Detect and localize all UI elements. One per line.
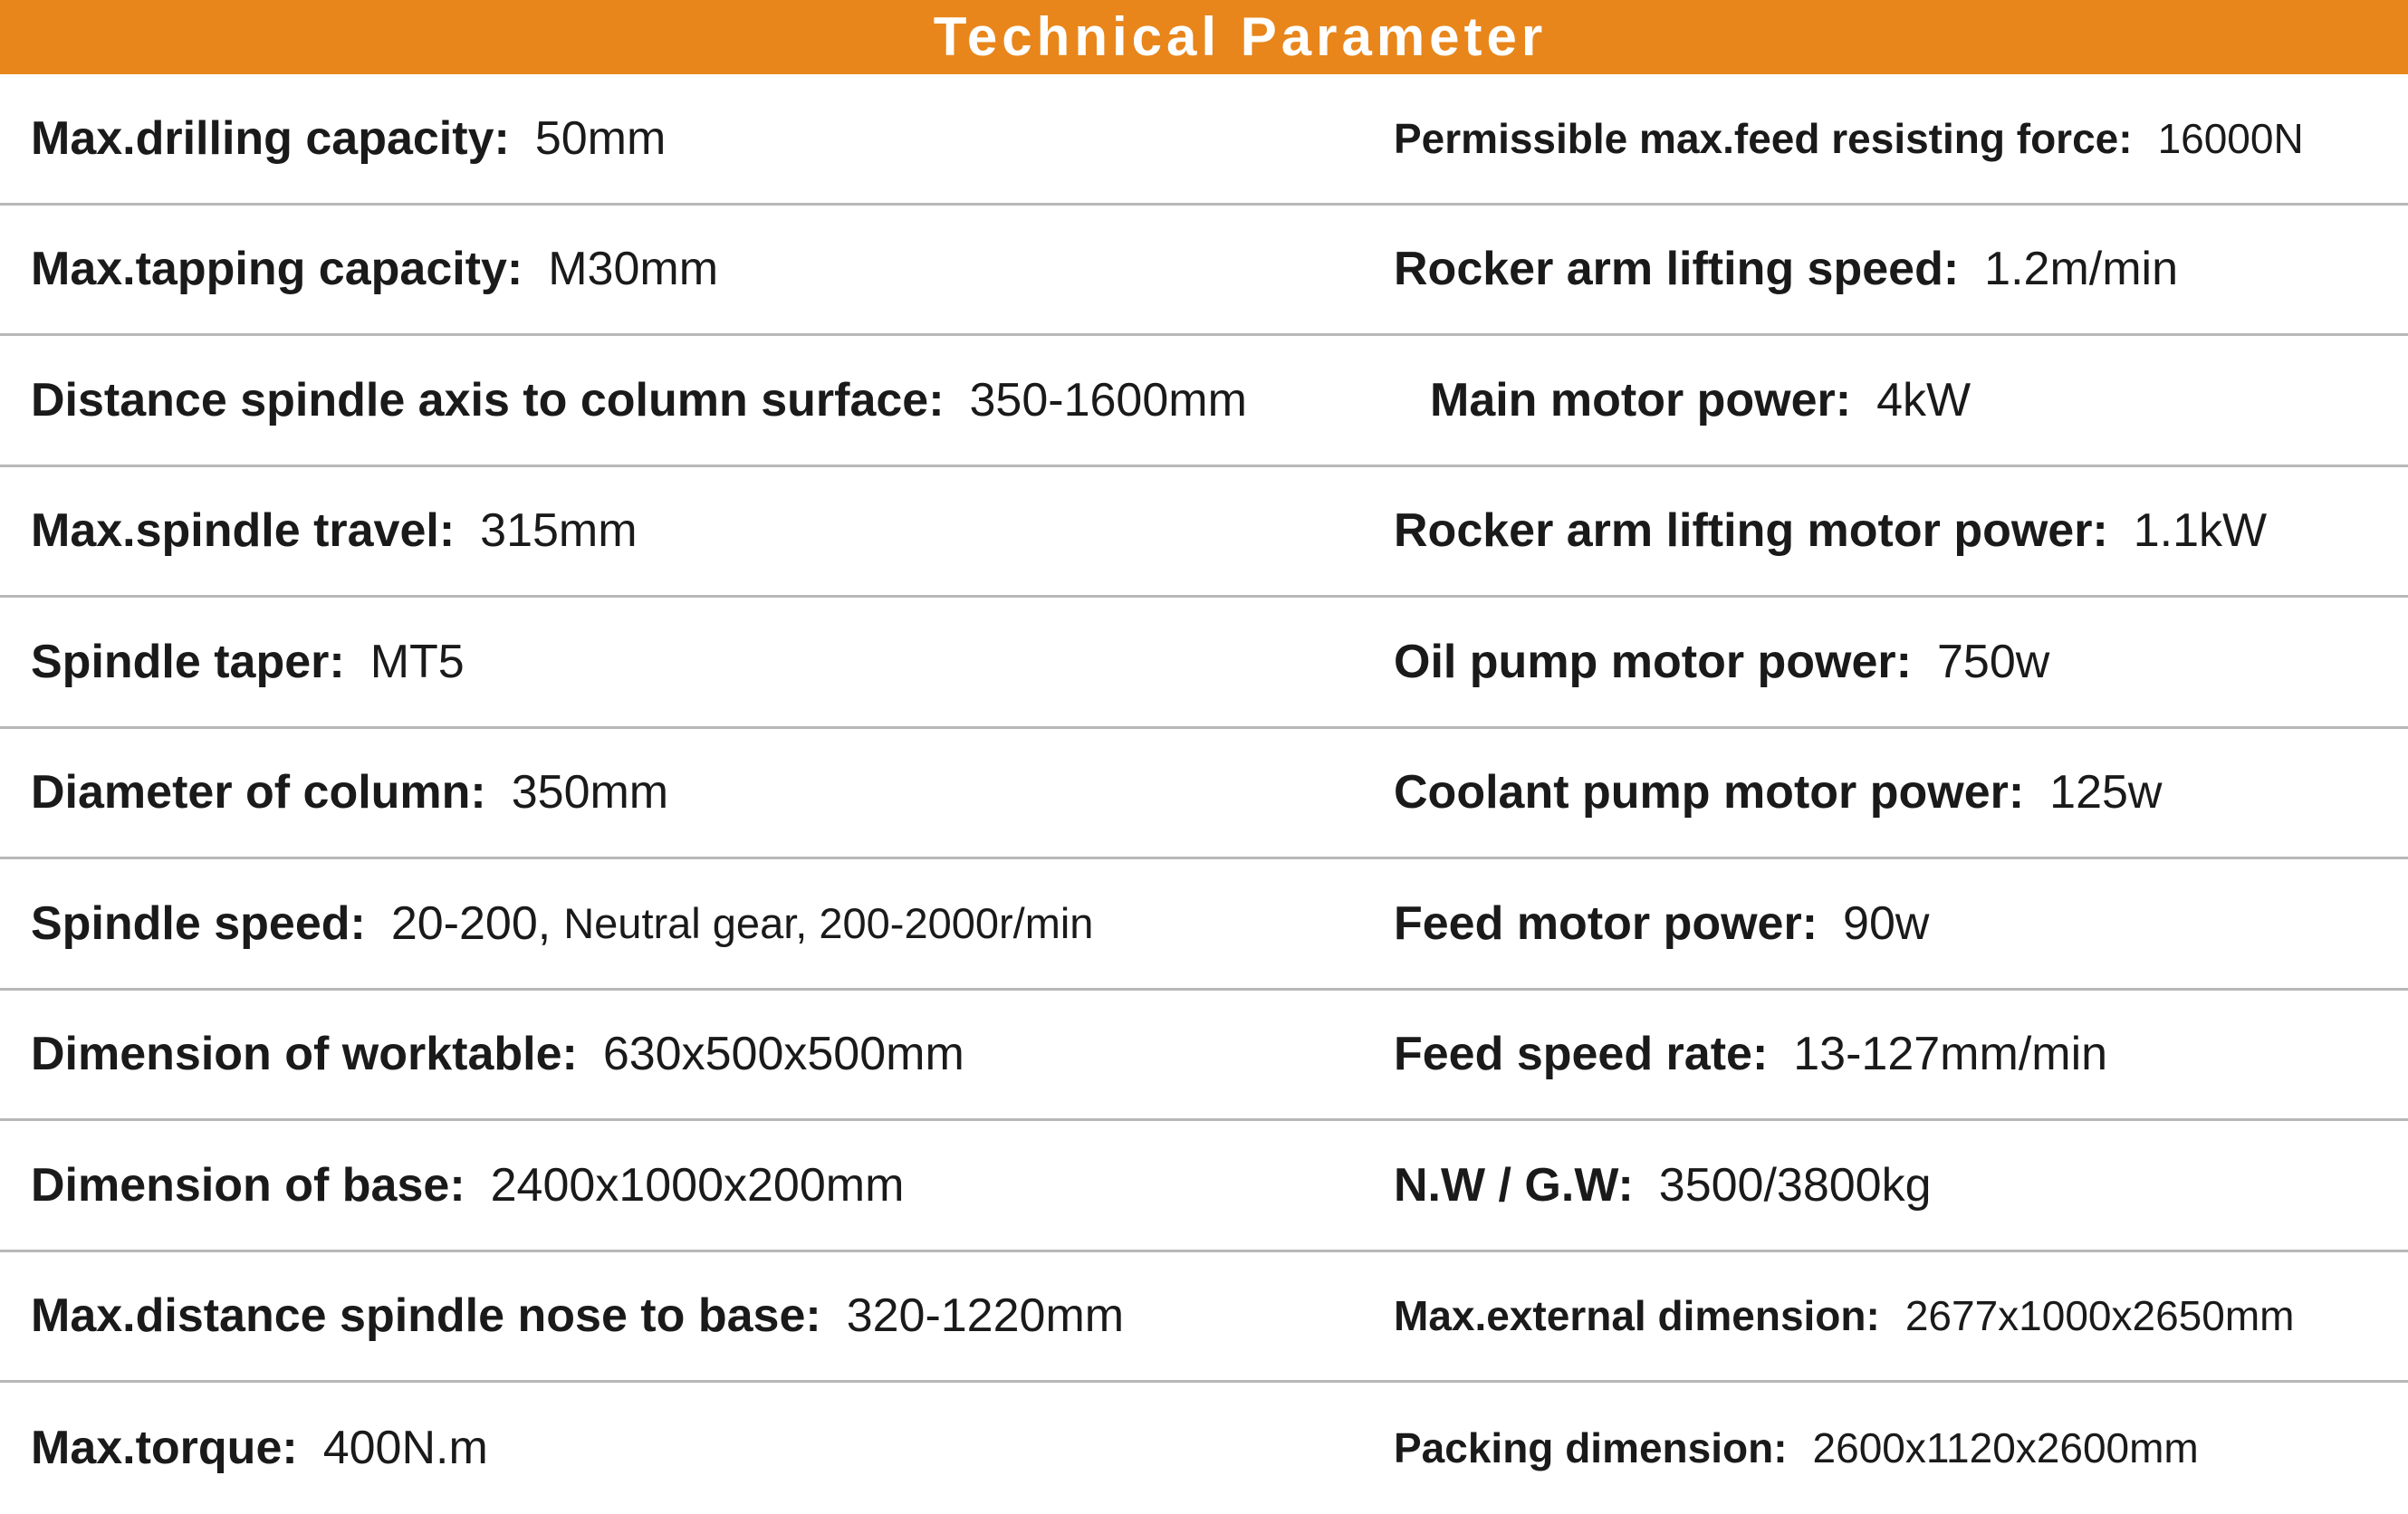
- param-spindle-speed: [31, 859, 1093, 988]
- param-max-drilling-capacity: [31, 74, 666, 203]
- param-label: Dimension of worktable:: [31, 1028, 578, 1081]
- param-spindle-nose-to-base: [31, 1252, 1124, 1381]
- param-feed-speed-rate: [1394, 991, 2107, 1119]
- table-row: [0, 206, 2408, 337]
- param-value: 90w: [1843, 896, 1930, 950]
- param-max-external-dimension: [1394, 1252, 2294, 1381]
- table-row: [0, 74, 2408, 206]
- table-row: [0, 729, 2408, 860]
- param-label: Permissible max.feed resisting force:: [1394, 114, 2133, 162]
- param-label: Max.spindle travel:: [31, 504, 456, 558]
- param-value: 2600x1120x2600mm: [1812, 1424, 2199, 1472]
- param-value: 2400x1000x200mm: [490, 1158, 905, 1212]
- param-label: Packing dimension:: [1394, 1424, 1788, 1472]
- param-value: 630x500x500mm: [602, 1028, 964, 1081]
- param-label: Distance spindle axis to column surface:: [31, 373, 945, 426]
- table-row: [0, 467, 2408, 599]
- param-dimension-of-worktable: [31, 991, 964, 1119]
- param-main-motor-power: [1430, 336, 1971, 465]
- param-rocker-arm-lifting-speed: [1394, 206, 2178, 334]
- param-max-torque: [31, 1383, 488, 1514]
- param-value: 315mm: [480, 504, 638, 558]
- param-value: 750w: [1936, 635, 2050, 688]
- param-label: Feed speed rate:: [1394, 1028, 1769, 1081]
- param-max-tapping-capacity: [31, 206, 718, 334]
- param-value: 2677x1000x2650mm: [1904, 1292, 2295, 1340]
- param-net-gross-weight: [1394, 1121, 1932, 1250]
- param-coolant-pump-motor-power: [1394, 729, 2162, 858]
- param-max-spindle-travel: [31, 467, 638, 596]
- param-label: Main motor power:: [1430, 373, 1852, 426]
- param-label: Diameter of column:: [31, 766, 486, 819]
- page-title: Technical Parameter: [0, 0, 2408, 74]
- table-row: [0, 1383, 2408, 1514]
- param-label: Max.torque:: [31, 1422, 298, 1475]
- param-value: 50mm: [534, 111, 667, 165]
- param-value: 13-127mm/min: [1793, 1028, 2108, 1081]
- table-row: [0, 336, 2408, 467]
- table-row: [0, 859, 2408, 991]
- table-row: [0, 1252, 2408, 1384]
- param-spindle-axis-distance: [31, 336, 1247, 465]
- param-spindle-taper: [31, 598, 465, 726]
- param-rocker-arm-motor-power: [1394, 467, 2267, 596]
- param-label: Coolant pump motor power:: [1394, 766, 2025, 819]
- param-feed-motor-power: [1394, 859, 1929, 988]
- param-label: Max.distance spindle nose to base:: [31, 1289, 821, 1343]
- param-value: 400N.m: [322, 1422, 488, 1475]
- param-label: Rocker arm lifting motor power:: [1394, 504, 2108, 558]
- param-value: 125w: [2049, 766, 2163, 819]
- param-label: Max.drilling capacity:: [31, 111, 510, 165]
- param-value: 16000N: [2157, 114, 2304, 162]
- param-value: 1.2m/min: [1984, 243, 2178, 296]
- param-value: 350mm: [511, 766, 669, 819]
- param-value-extra: Neutral gear, 200-2000r/min: [563, 899, 1094, 948]
- param-label: Spindle speed:: [31, 896, 366, 950]
- param-value: MT5: [369, 635, 465, 688]
- param-oil-pump-motor-power: [1394, 598, 2049, 726]
- param-label: Feed motor power:: [1394, 896, 1818, 950]
- param-value: 350-1600mm: [969, 373, 1247, 426]
- param-label: Dimension of base:: [31, 1158, 465, 1212]
- param-value: 3500/3800kg: [1658, 1158, 1932, 1212]
- param-label: Spindle taper:: [31, 635, 345, 688]
- param-label: Max.external dimension:: [1394, 1292, 1880, 1340]
- param-dimension-of-base: [31, 1121, 904, 1250]
- table-row: [0, 1121, 2408, 1252]
- param-diameter-of-column: [31, 729, 668, 858]
- param-label: N.W / G.W:: [1394, 1158, 1634, 1212]
- param-packing-dimension: [1394, 1383, 2199, 1514]
- param-label: Max.tapping capacity:: [31, 243, 523, 296]
- table-row: [0, 991, 2408, 1122]
- param-value: 20-200,: [390, 896, 552, 950]
- param-value: M30mm: [548, 243, 719, 296]
- param-value: 4kW: [1876, 373, 1971, 426]
- param-feed-resisting-force: [1394, 74, 2304, 203]
- param-label: Rocker arm lifting speed:: [1394, 243, 1960, 296]
- table-row: [0, 598, 2408, 729]
- param-value: 320-1220mm: [846, 1289, 1125, 1343]
- param-value: 1.1kW: [2133, 504, 2268, 558]
- parameter-table: [0, 74, 2408, 1514]
- param-label: Oil pump motor power:: [1394, 635, 1912, 688]
